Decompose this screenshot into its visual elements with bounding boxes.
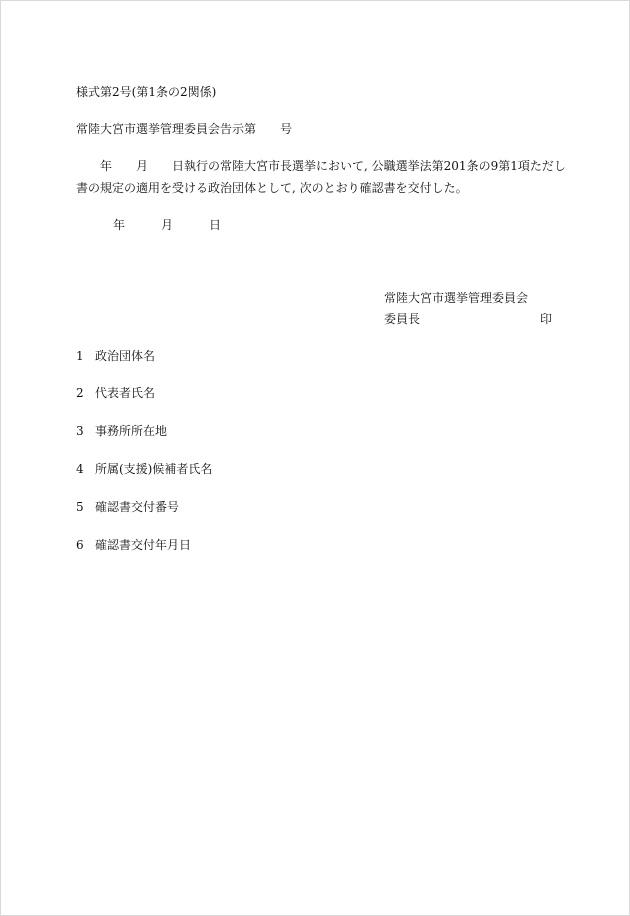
date-month: 月 [161, 218, 174, 232]
item-label: 政治団体名 [95, 349, 156, 363]
item-label: 事務所所在地 [95, 424, 168, 438]
form-label: 様式第2号(第1条の2関係) [76, 85, 217, 99]
paragraph-month: 月 [136, 159, 149, 173]
list-item [76, 348, 155, 364]
paragraph-line-1-text: 日執行の常陸大宮市長選挙において, 公職選挙法第201条の9第1項ただし [172, 159, 566, 173]
issuer-committee: 常陸大宮市選挙管理委員会 [384, 291, 529, 305]
notice-number-suffix: 号 [280, 122, 293, 136]
list-item [76, 423, 167, 439]
date-row [76, 217, 221, 233]
seal-mark: 印 [540, 312, 553, 326]
date-year: 年 [113, 218, 126, 232]
item-number: 2 [76, 386, 84, 400]
item-number: 6 [76, 538, 84, 552]
item-label: 所属(支援)候補者氏名 [95, 462, 213, 476]
item-number: 4 [76, 462, 84, 476]
item-label: 代表者氏名 [95, 386, 156, 400]
item-label: 確認書交付年月日 [95, 538, 192, 552]
list-item [76, 461, 212, 477]
item-number: 3 [76, 424, 84, 438]
issuer-chair: 委員長 [384, 312, 421, 326]
notice-title: 常陸大宮市選挙管理委員会告示第 [76, 122, 257, 136]
item-number: 1 [76, 349, 84, 363]
item-label: 確認書交付番号 [95, 500, 180, 514]
list-item [76, 385, 155, 401]
paragraph-year: 年 [100, 159, 113, 173]
item-number: 5 [76, 500, 84, 514]
date-day: 日 [209, 218, 222, 232]
list-item [76, 537, 191, 553]
paragraph-line-1 [76, 158, 566, 174]
paragraph-line-2: 書の規定の適用を受ける政治団体として, 次のとおり確認書を交付した。 [76, 181, 468, 195]
list-item [76, 499, 179, 515]
